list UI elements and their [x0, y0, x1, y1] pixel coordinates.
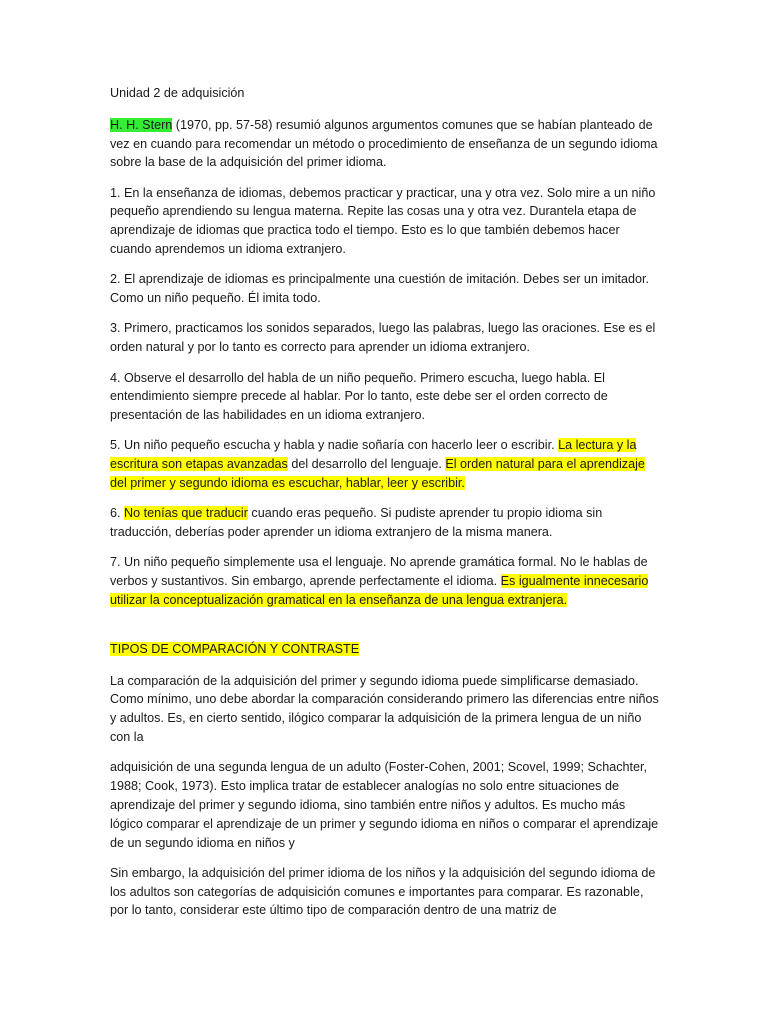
argument-5-text-c: del desarrollo del lenguaje.	[287, 457, 446, 472]
argument-5-text-a: 5. Un niño pequeño escucha y habla y nadie soñaría con hacerlo leer o escribir.	[110, 438, 559, 453]
argument-7-text-a: 7. Un niño pequeño simplemente usa el lenguaje. No aprende gramática formal. No le hablas de verbos y sustantivos. Sin embargo, aprende perfectamente el idioma.	[110, 555, 648, 589]
argument-4: 4. Observe el desarrollo del habla de un niño pequeño. Primero escucha, luego habla. El entendimiento siempre precede al hablar. Por lo tanto, este debe ser el orden correcto de presentación de las habilidades en un idioma extranjero.	[110, 370, 608, 423]
argument-5	[110, 436, 660, 492]
highlighted-author: H. H. Stern	[110, 117, 173, 132]
section-paragraph-3: Sin embargo, la adquisición del primer idioma de los niños y la adquisición del segundo idioma de los adultos son categorías de adquisición comunes e importantes para comparar. Es razonable, por lo tanto, considerar este último tipo de comparación dentro de una matriz de	[110, 865, 656, 918]
argument-5-highlight-2: El orden natural para el aprendizaje del primer y segundo idioma es escuchar, hablar, leer y escribir.	[110, 457, 645, 491]
section-heading	[110, 640, 660, 659]
argument-1: 1. En la enseñanza de idiomas, debemos practicar y practicar, una y otra vez. Solo mire a un niño pequeño aprendiendo su lengua materna. Repite las cosas una y otra vez. Durantela etapa de aprendizaje de idiomas que practica todo el tiempo. Esto es lo que también debemos hacer cuando aprendemos un idioma extranjero.	[110, 185, 656, 257]
argument-6-text-c: cuando eras pequeño. Si pudiste aprender tu propio idioma sin traducción, deberías poder aprender un idioma extranjero de la misma manera.	[110, 506, 603, 540]
section-paragraph-1: La comparación de la adquisición del primer y segundo idioma puede simplificarse demasiado. Como mínimo, uno debe abordar la comparación considerando primero las diferencias entre niños y adultos. Es, en cierto sentido, ilógico comparar la adquisición de la primera lengua de un niño con la	[110, 673, 659, 745]
intro-text: (1970, pp. 57-58) resumió algunos argumentos comunes que se habían planteado de vez en cuando para recomendar un método o procedimiento de enseñanza de un segundo idioma sobre la base de la adquisición del primer idioma.	[110, 117, 658, 170]
argument-2: 2. El aprendizaje de idiomas es principalmente una cuestión de imitación. Debes ser un imitador. Como un niño pequeño. Él imita todo.	[110, 272, 650, 306]
argument-6-highlight: No tenías que traducir	[124, 506, 248, 521]
section-heading-text: TIPOS DE COMPARACIÓN Y CONTRASTE	[110, 641, 360, 656]
intro-paragraph	[110, 116, 660, 172]
argument-6-text-a: 6.	[110, 506, 125, 521]
argument-7	[110, 553, 660, 609]
argument-7-highlight: Es igualmente innecesario utilizar la conceptualización gramatical en la enseñanza de una lengua extranjera.	[110, 574, 649, 608]
section-paragraph-2: adquisición de una segunda lengua de un adulto (Foster-Cohen, 2001; Scovel, 1999; Schachter, 1988; Cook, 1973). Esto implica tratar de establecer analogías no solo entre situaciones de aprendizaje del primer y segundo idioma, sino también entre niños y adultos. Es mucho más lógico comparar el aprendizaje de un primer y segundo idioma en niños o comparar el aprendizaje de un segundo idioma en niños y	[110, 760, 659, 850]
document-title: Unidad 2 de adquisición	[110, 86, 245, 100]
argument-3: 3. Primero, practicamos los sonidos separados, luego las palabras, luego las oraciones. Ese es el orden natural y por lo tanto es correcto para aprender un idioma extranjero.	[110, 321, 656, 355]
argument-6	[110, 504, 660, 542]
document-page	[110, 84, 660, 932]
argument-5-highlight-1: La lectura y la escritura son etapas avanzadas	[110, 438, 637, 472]
